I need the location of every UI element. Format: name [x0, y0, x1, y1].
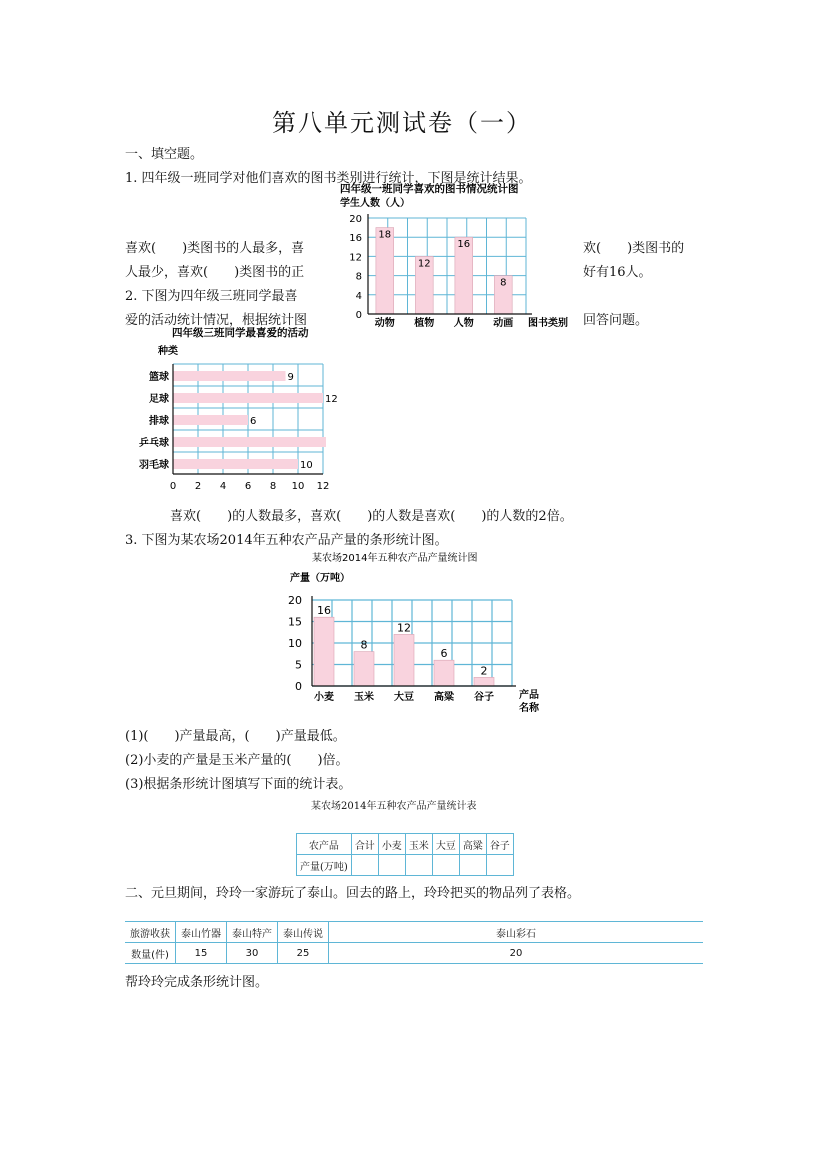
- chart1-xlabel: 图书类别: [528, 318, 568, 329]
- chart1-svg: [336, 180, 576, 335]
- chart1-labels: [378, 230, 506, 289]
- chart1-category-label: 动画: [493, 318, 514, 329]
- q3-intro: 3. 下图为某农场2014年五种农产品产量的条形统计图。: [125, 533, 448, 548]
- chart3-category-label: 谷子: [474, 692, 494, 703]
- chart2-tick-label: 2: [194, 481, 202, 492]
- chart1-tick-label: 20: [349, 214, 362, 225]
- chart1-tick-label: 16: [349, 233, 362, 245]
- s2-td-2: 30: [227, 943, 278, 964]
- q3-table-wrap: [296, 833, 514, 876]
- chart1-ticks: [349, 214, 362, 321]
- s2-th-0: 旅游收获: [125, 922, 176, 943]
- q3-table: [296, 833, 514, 876]
- chart2-bar-label: 10: [300, 460, 313, 471]
- s2-table-wrap: [125, 921, 703, 964]
- chart1-bar-label: 8: [500, 277, 507, 289]
- q3-sub3: (3)根据条形统计图填写下面的统计表。: [125, 777, 352, 792]
- chart1-bars: [376, 228, 512, 314]
- chart2-tick-label: 12: [316, 481, 330, 492]
- chart1-category-label: 植物: [414, 318, 435, 329]
- chart2-bar: [173, 393, 323, 403]
- chart3-bar: [354, 652, 374, 686]
- chart3-bar-label: 6: [440, 647, 448, 661]
- chart1-category-label: 动物: [374, 318, 395, 329]
- chart3-ylabel: 产量（万吨）: [290, 573, 350, 584]
- chart1-tick-label: 12: [349, 252, 362, 264]
- q2-line1: 2. 下图为四年级三班同学最喜: [125, 289, 298, 304]
- s2-table: [125, 921, 703, 964]
- q3-cell-sorghum[interactable]: [459, 855, 486, 876]
- chart1-tick-label: 4: [355, 290, 362, 302]
- q3-th-1: 合计: [351, 834, 378, 855]
- chart3-bar-label: 12: [397, 621, 411, 635]
- chart2-ticks: [170, 481, 330, 492]
- chart2-bar: [173, 437, 326, 447]
- chart1-bar-label: 18: [378, 229, 392, 241]
- chart2-category-label: 篮球: [149, 372, 169, 383]
- chart2-category-label: 足球: [149, 394, 169, 405]
- q3-cell-millet[interactable]: [486, 855, 513, 876]
- s2-td-1: 15: [176, 943, 227, 964]
- chart2-tick-label: 6: [244, 481, 252, 492]
- chart2-svg: [130, 322, 338, 502]
- chart3-category-label: 大豆: [394, 692, 414, 703]
- chart3-tick-label: 10: [288, 637, 302, 650]
- chart2-tick-label: 0: [169, 481, 177, 492]
- chart3-bar: [314, 617, 334, 686]
- chart3-bar-label: 2: [480, 664, 488, 678]
- section1-heading: 一、填空题。: [125, 147, 204, 162]
- q1-intro: 1. 四年级一班同学对他们喜欢的图书类别进行统计，下图是统计结果。: [125, 171, 532, 186]
- q3-cell-wheat[interactable]: [378, 855, 405, 876]
- chart1-title: 四年级一班同学喜欢的图书情况统计图: [340, 183, 519, 195]
- chart2-tick-label: 8: [269, 481, 277, 492]
- chart2-category-label: 羽毛球: [139, 460, 169, 471]
- chart3-svg: [280, 548, 560, 718]
- q2-line2-right: 回答问题。: [583, 313, 649, 328]
- chart1-ylabel: 学生人数（人）: [340, 198, 410, 209]
- chart3-tick-label: 0: [295, 680, 302, 693]
- q3-row-label: 产量(万吨): [297, 855, 352, 876]
- chart2-bar: [173, 415, 248, 425]
- chart3-bar: [434, 660, 454, 686]
- q1-line1-right: 欢( )类图书的: [583, 241, 685, 256]
- chart3-category-label: 玉米: [354, 692, 374, 703]
- q3-th-6: 谷子: [486, 834, 513, 855]
- chart3-tick-label: 5: [295, 658, 302, 672]
- chart1-category-label: 人物: [453, 318, 474, 329]
- chart3-xlabel-line1: 产品: [519, 690, 539, 701]
- s2-table-data-row: [125, 943, 703, 964]
- chart2-bar-label: 6: [250, 416, 257, 427]
- chart2-category-label: 排球: [149, 416, 169, 427]
- s2-th-1: 泰山竹器: [176, 922, 227, 943]
- chart3-categories: [314, 690, 494, 703]
- chart1-categories: [375, 316, 513, 329]
- q1-line1-left: 喜欢( )类图书的人最多，喜: [125, 241, 305, 256]
- q3-th-0: 农产品: [297, 834, 352, 855]
- q3-sub2: (2)小麦的产量是玉米产量的( )倍。: [125, 753, 349, 768]
- s2-th-3: 泰山传说: [278, 922, 329, 943]
- q3-th-4: 大豆: [432, 834, 459, 855]
- chart2-bar-label: 9: [287, 372, 294, 383]
- chart3-tick-label: 20: [288, 594, 302, 607]
- chart3-category-label: 小麦: [314, 692, 334, 703]
- q1-line2-left: 人最少，喜欢( )类图书的正: [125, 265, 305, 280]
- s2-td-3: 25: [278, 943, 329, 964]
- q3-cell-corn[interactable]: [405, 855, 432, 876]
- chart2-bar: [173, 459, 298, 469]
- chart3-tick-label: 15: [288, 615, 302, 629]
- s2-table-header-row: [125, 922, 703, 943]
- chart2-bar-label: 12: [325, 394, 338, 405]
- chart3-bar-label: 16: [317, 604, 331, 618]
- q3-th-3: 玉米: [405, 834, 432, 855]
- chart2-labels: [250, 372, 338, 471]
- chart3-bar: [474, 677, 494, 686]
- q3-cell-soy[interactable]: [432, 855, 459, 876]
- chart2-category-label: 乒乓球: [139, 438, 169, 449]
- chart1-tick-label: 0: [355, 310, 362, 321]
- chart3-xlabel-line2: 名称: [519, 703, 539, 714]
- q2-line2-left: 爱的活动统计情况，根据统计图: [125, 313, 308, 328]
- chart2-title: 四年级三班同学最喜爱的活动: [172, 327, 309, 339]
- chart1-tick-label: 8: [355, 271, 362, 283]
- s2-th-2: 泰山特产: [227, 922, 278, 943]
- chart2-ylabel: 种类: [158, 346, 178, 357]
- q3-table-header-row: [297, 834, 514, 855]
- page-title: 第八单元测试卷（一）: [272, 109, 532, 137]
- chart2-tick-label: 4: [219, 481, 227, 492]
- chart2-tick-label: 10: [291, 481, 305, 492]
- q3-sub1: (1)( )产量最高，( )产量最低。: [125, 729, 346, 744]
- chart3-bar-label: 8: [360, 638, 368, 652]
- q3-th-5: 高粱: [459, 834, 486, 855]
- chart3-ticks: [288, 594, 302, 693]
- s2-td-4: 20: [329, 943, 704, 964]
- chart1-bar-label: 16: [457, 239, 471, 251]
- chart2-bar: [173, 371, 286, 381]
- q3-table-data-row: [297, 855, 514, 876]
- q2-answer-line: 喜欢( )的人数最多，喜欢( )的人数是喜欢( )的人数的2倍。: [170, 509, 573, 524]
- q3-cell-total[interactable]: [351, 855, 378, 876]
- chart1-bar-label: 12: [417, 258, 431, 270]
- chart3-bar: [394, 634, 414, 686]
- q3-table-title: 某农场2014年五种农产品产量统计表: [311, 801, 477, 812]
- s2-td-0: 数量(件): [125, 943, 176, 964]
- q3-th-2: 小麦: [378, 834, 405, 855]
- chart3-category-label: 高粱: [434, 692, 454, 703]
- q1-line2-right: 好有16人。: [583, 265, 652, 280]
- section2-footer: 帮玲玲完成条形统计图。: [125, 975, 269, 990]
- s2-th-4: 泰山彩石: [329, 922, 704, 943]
- chart3-title: 某农场2014年五种农产品产量统计图: [312, 553, 478, 564]
- chart2-categories: [139, 370, 169, 471]
- section2-heading: 二、元旦期间，玲玲一家游玩了泰山。回去的路上，玲玲把买的物品列了表格。: [125, 886, 581, 901]
